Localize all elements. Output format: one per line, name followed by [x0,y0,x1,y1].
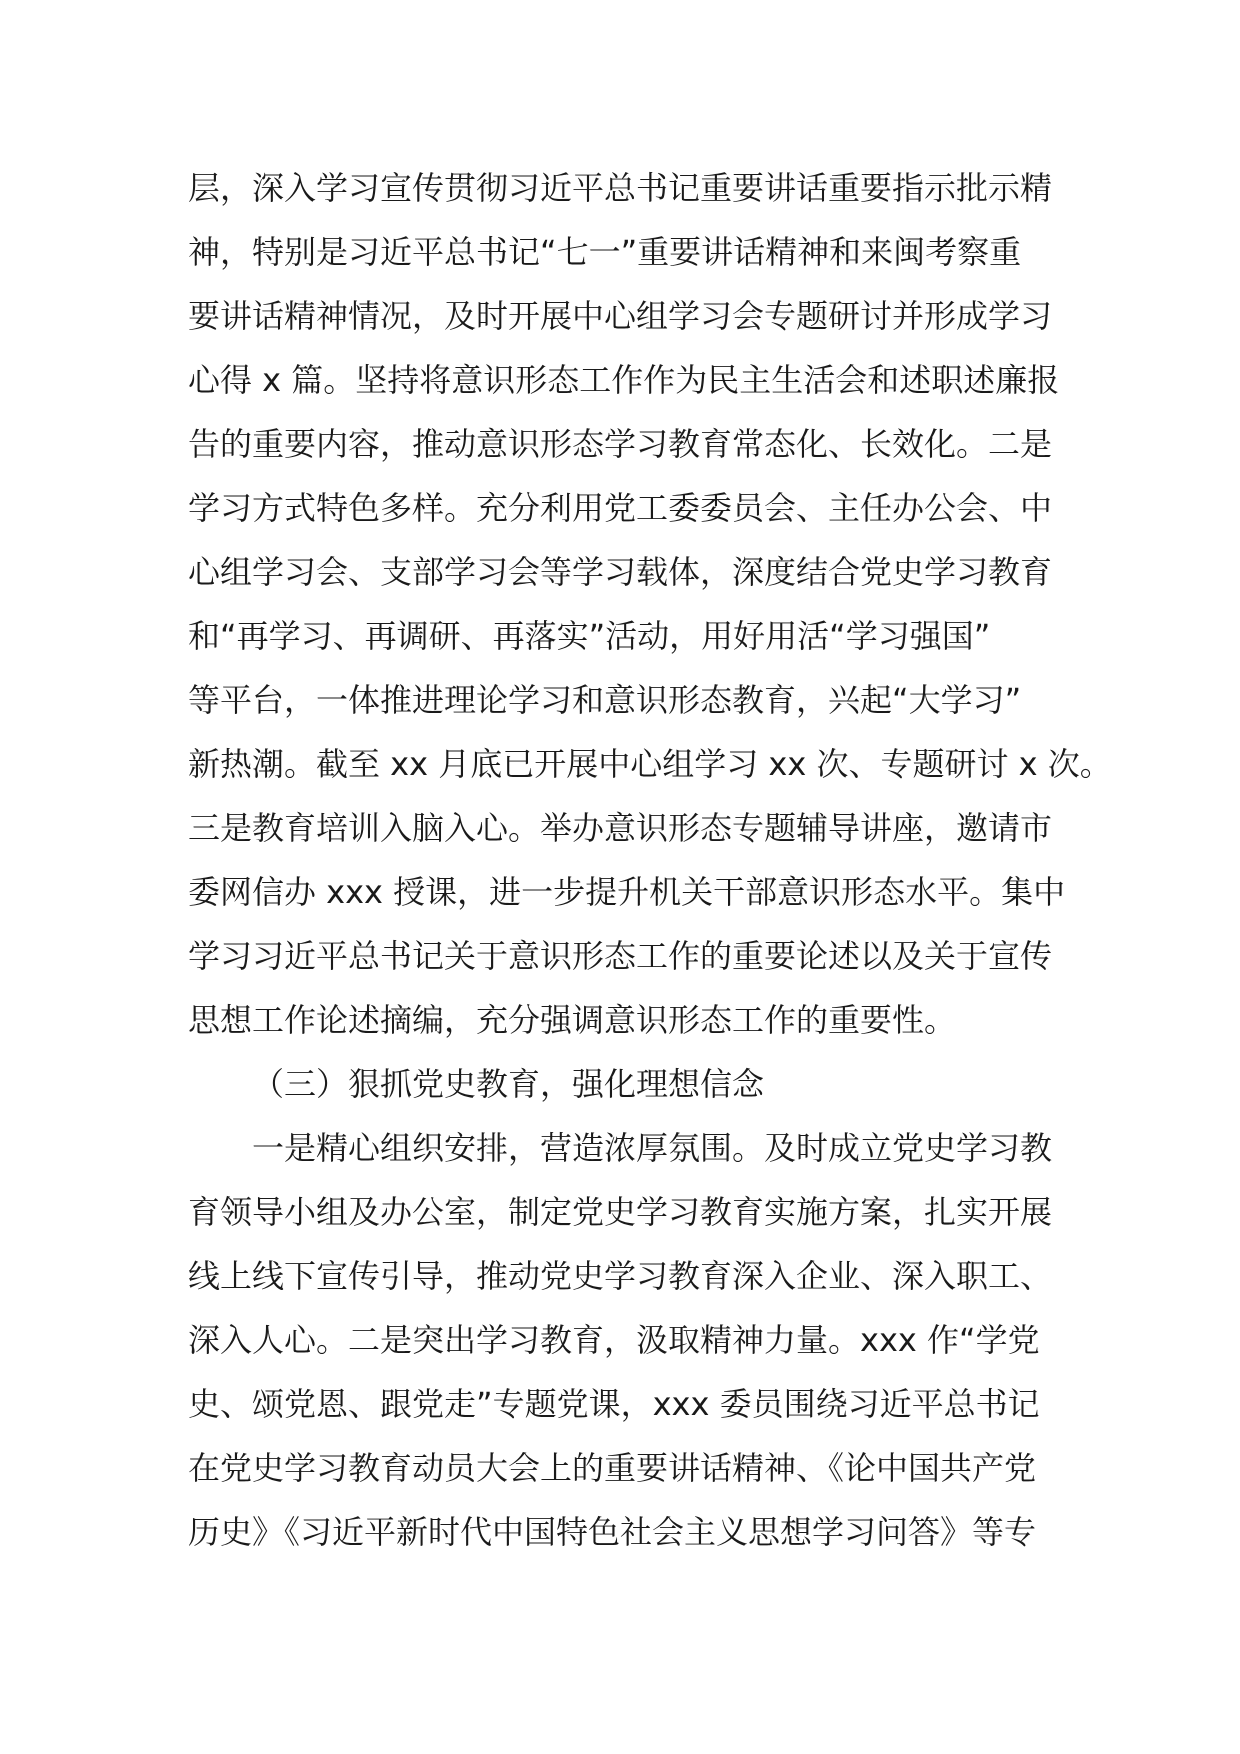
body-line: 层，深入学习宣传贯彻习近平总书记重要讲话重要指示批示精 [188,169,1053,207]
body-line: 委网信办 xxx 授课，进一步提升机关干部意识形态水平。集中 [188,873,1066,911]
body-line: 学习习近平总书记关于意识形态工作的重要论述以及关于宣传 [188,937,1053,975]
body-line: 史、颂党恩、跟党走”专题党课，xxx 委员围绕习近平总书记 [188,1385,1040,1423]
body-line: 神，特别是习近平总书记“七一”重要讲话精神和来闽考察重 [188,233,1022,271]
body-line: 心得 x 篇。坚持将意识形态工作作为民主生活会和述职述廉报 [188,361,1060,399]
paragraph-first-line: 一是精心组织安排，营造浓厚氛围。及时成立党史学习教 [252,1129,1053,1167]
section-heading: （三）狠抓党史教育，强化理想信念 [252,1065,765,1103]
body-line: 深入人心。二是突出学习教育，汲取精神力量。xxx 作“学党 [188,1321,1040,1359]
body-line: 告的重要内容，推动意识形态学习教育常态化、长效化。二是 [188,425,1053,463]
body-line: 育领导小组及办公室，制定党史学习教育实施方案，扎实开展 [188,1193,1053,1231]
body-line: 在党史学习教育动员大会上的重要讲话精神、《论中国共产党 [188,1449,1037,1487]
body-line: 三是教育培训入脑入心。举办意识形态专题辅导讲座，邀请市 [188,809,1053,847]
body-line: 线上线下宣传引导，推动党史学习教育深入企业、深入职工、 [188,1257,1053,1295]
body-line: 心组学习会、支部学习会等学习载体，深度结合党史学习教育 [188,553,1053,591]
body-line: 思想工作论述摘编，充分强调意识形态工作的重要性。 [188,1001,957,1039]
body-line: 等平台，一体推进理论学习和意识形态教育，兴起“大学习” [188,681,1022,719]
body-line: 新热潮。截至 xx 月底已开展中心组学习 xx 次、专题研讨 x 次。 [188,745,1112,783]
body-line: 和“再学习、再调研、再落实”活动，用好用活“学习强国” [188,617,991,655]
body-line: 要讲话精神情况，及时开展中心组学习会专题研讨并形成学习 [188,297,1053,335]
body-line: 历史》《习近平新时代中国特色社会主义思想学习问答》等专 [188,1513,1037,1551]
body-line: 学习方式特色多样。充分利用党工委委员会、主任办公会、中 [188,489,1053,527]
